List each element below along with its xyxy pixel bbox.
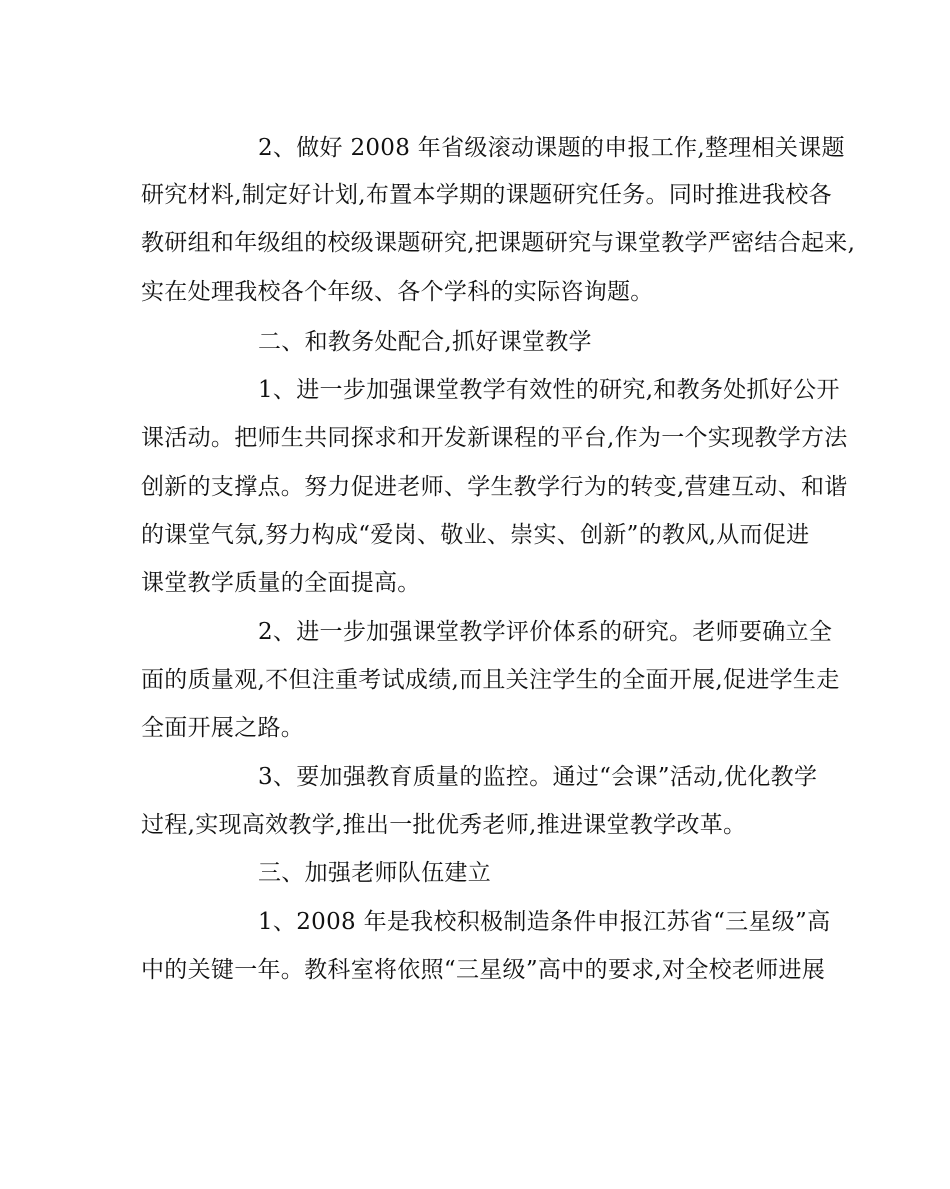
paragraph-line: 全面开展之路。 (141, 715, 305, 741)
paragraph-line: 中的关键一年。教科室将依照“三星级”高中的要求,对全校老师进展 (141, 957, 826, 983)
paragraph-line: 1、进一步加强课堂教学有效性的研究,和教务处抓好公开 (258, 377, 840, 403)
paragraph-line: 2、进一步加强课堂教学评价体系的研究。老师要确立全 (258, 619, 833, 645)
paragraph-line: 研究材料,制定好计划,布置本学期的课题研究任务。同时推进我校各 (141, 182, 832, 208)
paragraph-line: 1、2008 年是我校积极制造条件申报江苏省“三星级”高 (258, 909, 831, 935)
paragraph-line: 课活动。把师生共同探求和开发新课程的平台,作为一个实现教学方法 (141, 425, 848, 451)
paragraph-line: 的课堂气氛,努力构成“爱岗、敬业、崇实、创新”的教风,从而促进 (141, 522, 810, 548)
paragraph-line: 2、做好 2008 年省级滚动课题的申报工作,整理相关课题 (258, 135, 845, 161)
paragraph-line: 过程,实现高效教学,推出一批优秀老师,推进课堂教学改革。 (141, 812, 747, 838)
paragraph-line: 实在处理我校各个年级、各个学科的实际咨询题。 (141, 279, 654, 305)
paragraph-line: 面的质量观,不但注重考试成绩,而且关注学生的全面开展,促进学生走 (141, 667, 840, 693)
paragraph-line: 创新的支撑点。努力促进老师、学生教学行为的转变,营建互动、和谐 (141, 474, 848, 500)
section-heading: 二、和教务处配合,抓好课堂教学 (258, 329, 592, 355)
paragraph-line: 3、要加强教育质量的监控。通过“会课”活动,优化教学 (258, 764, 818, 790)
section-heading: 三、加强老师队伍建立 (258, 860, 491, 886)
paragraph-line: 教研组和年级组的校级课题研究,把课题研究与课堂教学严密结合起来, (141, 230, 856, 256)
paragraph-line: 课堂教学质量的全面提高。 (141, 570, 421, 596)
